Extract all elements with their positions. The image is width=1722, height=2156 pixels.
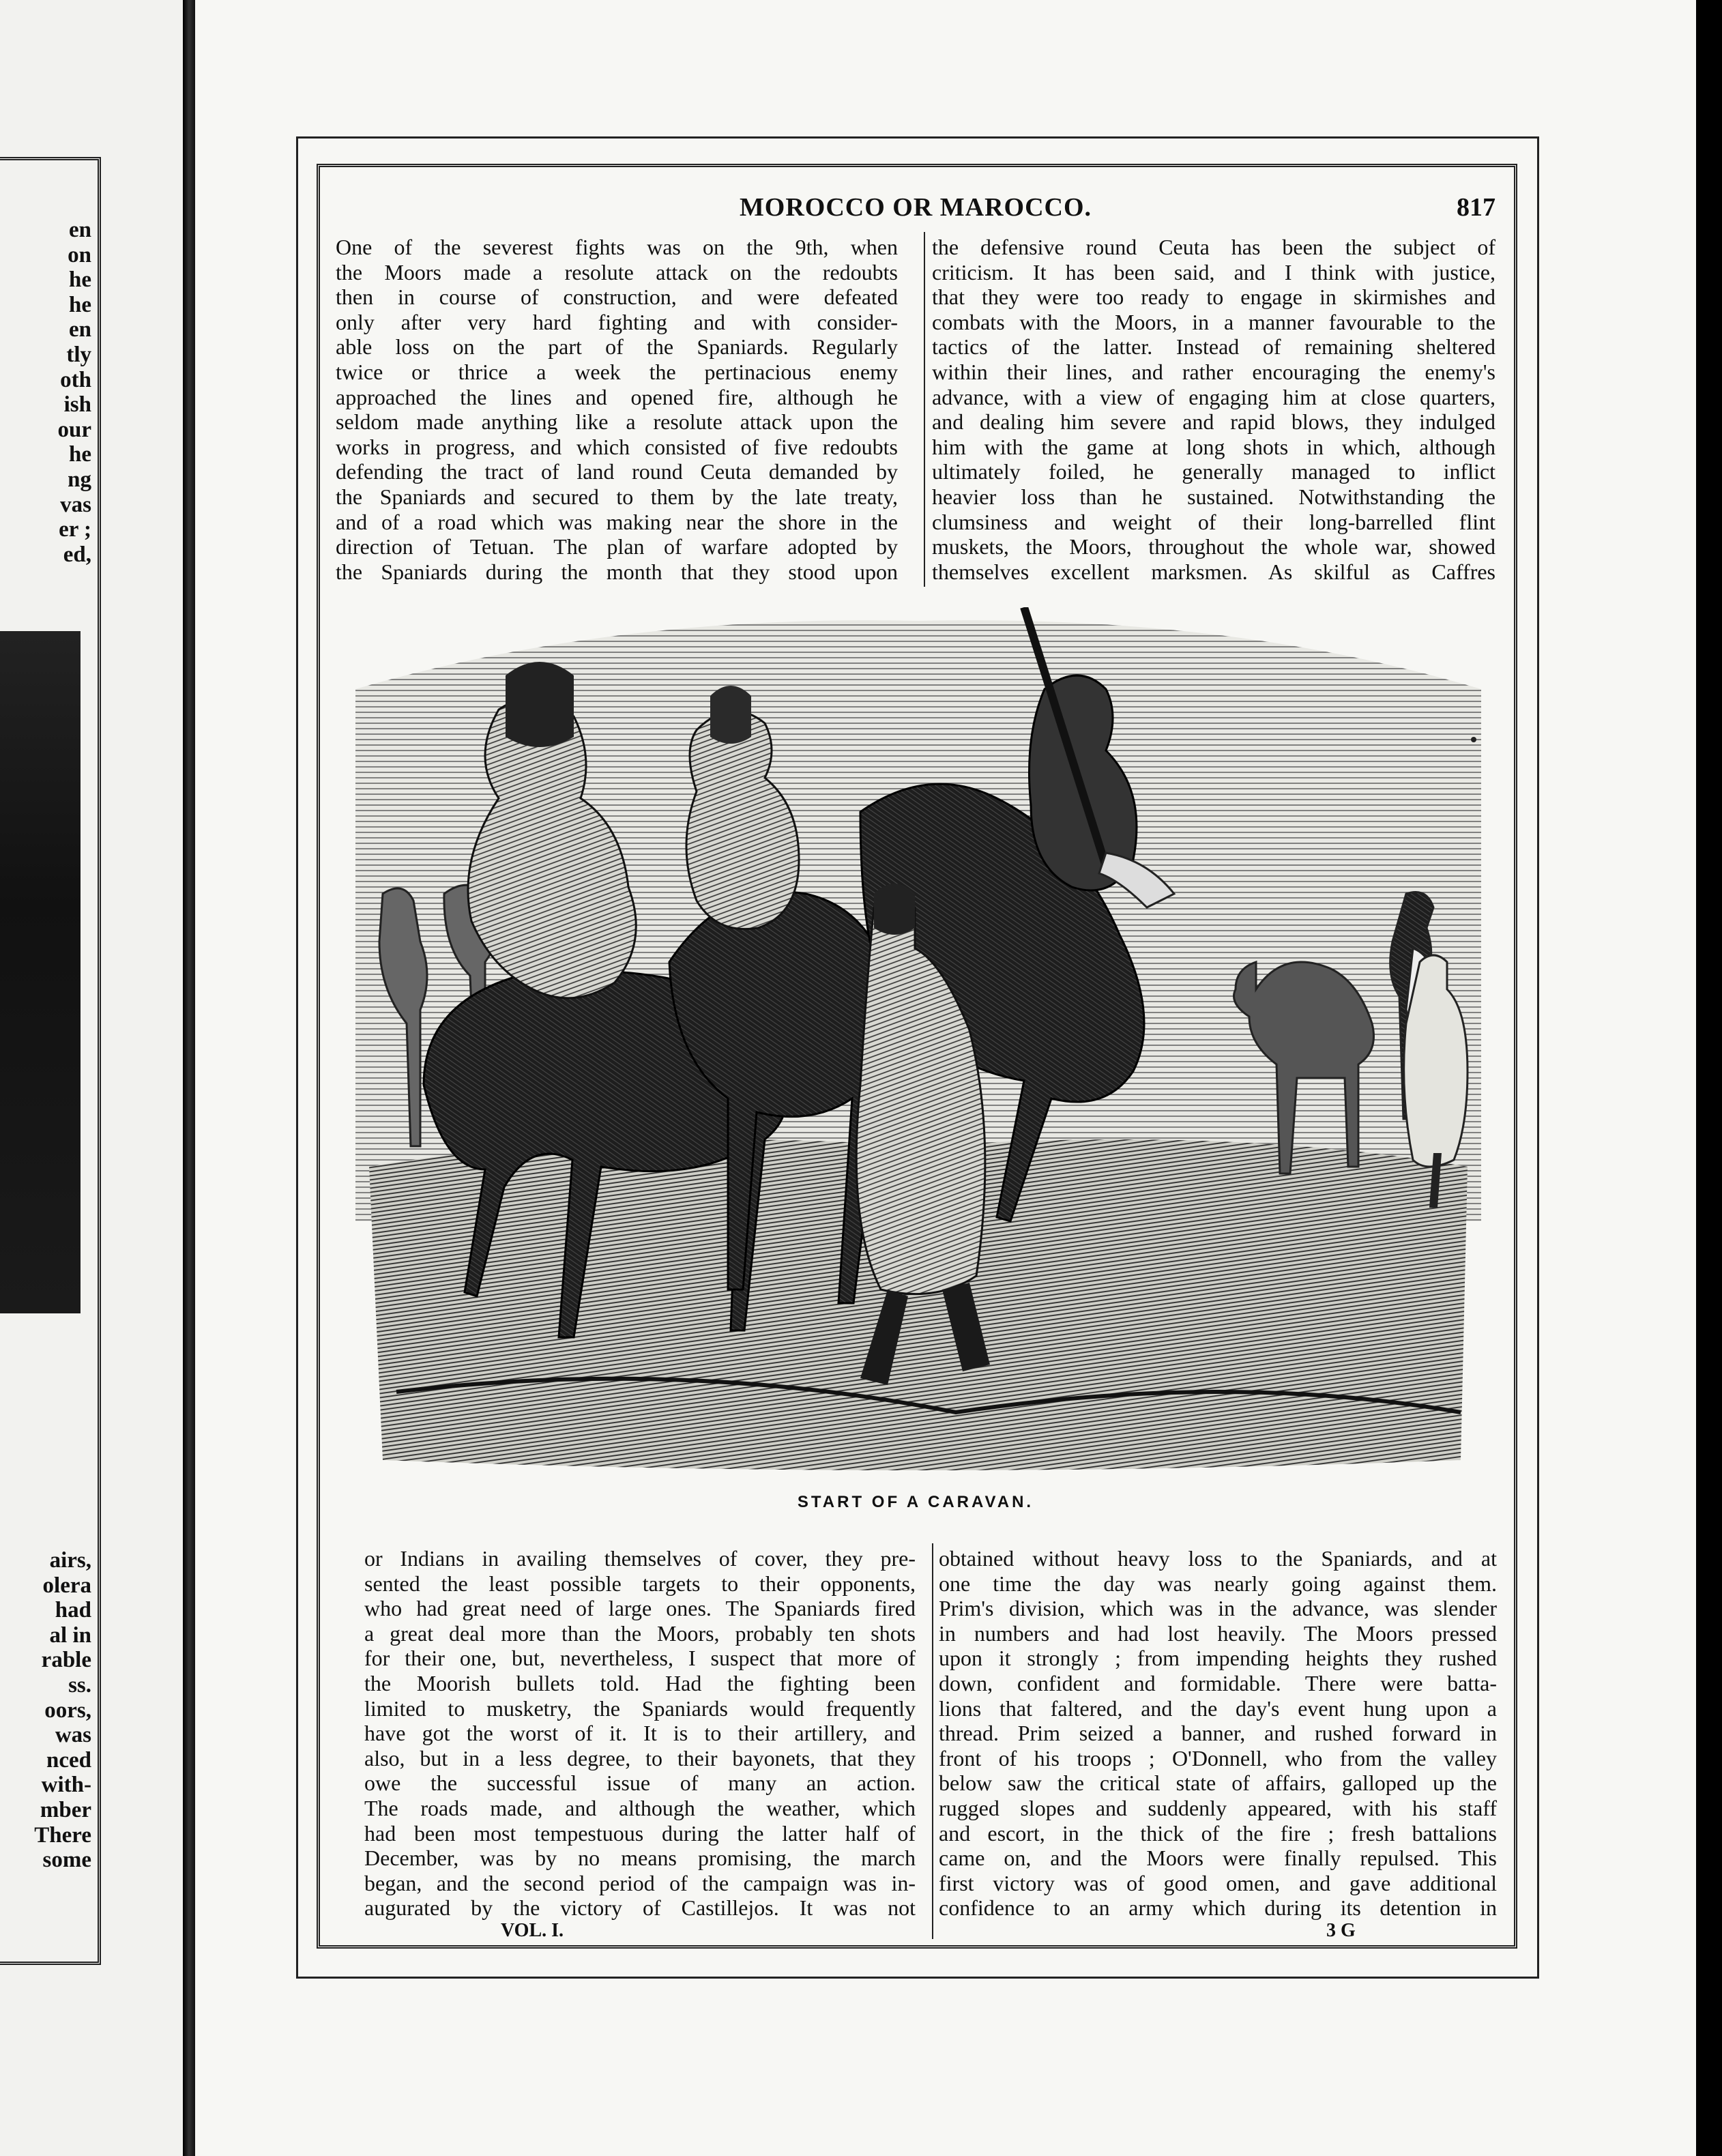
text-line: then in course of construction, and were defeated bbox=[336, 285, 898, 310]
text-line: came on, and the Moors were finally repulsed. This bbox=[939, 1846, 1497, 1871]
adjacent-page-fragment: with- bbox=[41, 1773, 91, 1798]
adjacent-page-fragment: vas bbox=[60, 492, 91, 517]
text-line: themselves excellent marksmen. As skilful as Caffres bbox=[932, 559, 1495, 584]
adjacent-left-page bbox=[0, 0, 183, 2156]
running-header bbox=[336, 192, 1495, 233]
text-line: the Spaniards and secured to them by the late treaty, bbox=[336, 484, 898, 509]
text-line: Prim's division, which was in the advance, was slender bbox=[939, 1596, 1497, 1621]
adjacent-page-illustration bbox=[0, 631, 81, 1313]
text-line: for their one, but, nevertheless, I suspect that more of bbox=[364, 1646, 916, 1671]
text-line: heavier loss than he sustained. Notwithstanding the bbox=[932, 484, 1495, 509]
text-line: first victory was of good omen, and gave additional bbox=[939, 1870, 1497, 1895]
text-column-bottom-right bbox=[939, 1546, 1497, 1921]
adjacent-page-fragment: en bbox=[69, 218, 91, 242]
text-line: or Indians in availing themselves of cover, they pre- bbox=[364, 1546, 916, 1571]
text-line: began, and the second period of the campaign was in- bbox=[364, 1870, 916, 1895]
text-line: December, was by no means promising, the march bbox=[364, 1846, 916, 1871]
text-line: have got the worst of it. It is to their artillery, and bbox=[364, 1721, 916, 1746]
text-line: ultimately foiled, he generally managed to inflict bbox=[932, 459, 1495, 484]
text-line: obtained without heavy loss to the Spaniards, and at bbox=[939, 1546, 1497, 1571]
text-line: the Moorish bullets told. Had the fighting been bbox=[364, 1670, 916, 1695]
adjacent-page-fragment: tly bbox=[66, 343, 91, 367]
adjacent-page-fragment: mber bbox=[40, 1798, 91, 1822]
page-number: 817 bbox=[1457, 193, 1495, 222]
text-line: had been most tempestuous during the latter half of bbox=[364, 1820, 916, 1846]
adjacent-page-fragment: some bbox=[42, 1848, 91, 1873]
adjacent-page-fragment: nced bbox=[46, 1747, 91, 1773]
adjacent-page-fragment: oth bbox=[60, 367, 91, 392]
text-column-top-left bbox=[336, 235, 898, 584]
text-line: upon it strongly ; from impending heights they rushed bbox=[939, 1646, 1497, 1671]
text-line: lions that faltered, and the day's event hung upon a bbox=[939, 1695, 1497, 1721]
text-line: only after very hard fighting and with consider- bbox=[336, 309, 898, 334]
text-line: a great deal more than the Moors, probably ten shots bbox=[364, 1620, 916, 1646]
adjacent-page-fragment: olera bbox=[42, 1573, 91, 1598]
adjacent-page-fragment: airs, bbox=[49, 1548, 91, 1573]
text-line: augurated by the victory of Castillejos. It was not bbox=[364, 1895, 916, 1921]
text-line: thread. Prim seized a banner, and rushed forward in bbox=[939, 1721, 1497, 1746]
adjacent-page-fragment: rable bbox=[41, 1648, 91, 1673]
text-line: and escort, in the thick of the fire ; fresh battalions bbox=[939, 1820, 1497, 1846]
adjacent-page-fragment: oors, bbox=[44, 1698, 91, 1723]
book-page bbox=[195, 0, 1696, 2156]
text-column-top-right bbox=[932, 235, 1495, 584]
text-line: criticism. It has been said, and I think with justice, bbox=[932, 259, 1495, 285]
text-line: direction of Tetuan. The plan of warfare adopted by bbox=[336, 534, 898, 559]
text-line: below saw the critical state of affairs, galloped up the bbox=[939, 1771, 1497, 1796]
text-line: clumsiness and weight of their long-barrelled flint bbox=[932, 509, 1495, 534]
adjacent-page-fragment: he bbox=[69, 442, 91, 467]
book-gutter bbox=[183, 0, 195, 2156]
text-line: advance, with a view of engaging him at close quarters, bbox=[932, 384, 1495, 409]
text-line: limited to musketry, the Spaniards would frequently bbox=[364, 1695, 916, 1721]
adjacent-page-fragment: er ; bbox=[59, 517, 91, 542]
text-line: rugged slopes and suddenly appeared, with his staff bbox=[939, 1795, 1497, 1820]
text-line: combats with the Moors, in a manner favourable to the bbox=[932, 309, 1495, 334]
adjacent-page-fragment: had bbox=[55, 1598, 91, 1623]
paper-speck bbox=[1471, 737, 1476, 742]
running-title: MOROCCO OR MAROCCO. bbox=[739, 193, 1092, 222]
adjacent-page-fragment: There bbox=[34, 1822, 91, 1848]
text-line: owe the successful issue of many an action. bbox=[364, 1771, 916, 1796]
adjacent-page-fragment: ed, bbox=[63, 542, 91, 567]
text-column-bottom-left bbox=[364, 1546, 916, 1921]
adjacent-page-fragment: on bbox=[68, 242, 91, 267]
text-line: able loss on the part of the Spaniards. Regularly bbox=[336, 334, 898, 360]
right-page-edge bbox=[1696, 0, 1722, 2156]
text-line: front of his troops ; O'Donnell, who from the valley bbox=[939, 1745, 1497, 1771]
signature-mark: 3 G bbox=[1326, 1920, 1356, 1941]
adjacent-page-fragment: was bbox=[55, 1723, 91, 1748]
engraving-start-of-a-caravan bbox=[342, 607, 1495, 1487]
volume-marker: VOL. I. bbox=[501, 1920, 564, 1941]
column-rule-bottom bbox=[932, 1543, 933, 1939]
illustration-caption: START OF A CARAVAN. bbox=[797, 1493, 1034, 1511]
text-line: also, but in a less degree, to their bayonets, that they bbox=[364, 1745, 916, 1771]
text-line: in numbers and had lost heavily. The Moors pressed bbox=[939, 1620, 1497, 1646]
text-line: sented the least possible targets to their opponents, bbox=[364, 1571, 916, 1596]
text-line: him with the game at long shots in which, although bbox=[932, 434, 1495, 459]
text-line: one time the day was nearly going against them. bbox=[939, 1571, 1497, 1596]
adjacent-page-fragment: al in bbox=[49, 1622, 91, 1648]
adjacent-page-fragment: he bbox=[69, 292, 91, 317]
adjacent-page-fragment: ish bbox=[63, 392, 91, 418]
adjacent-page-fragment: he bbox=[69, 267, 91, 293]
text-line: confidence to an army which during its detention in bbox=[939, 1895, 1497, 1921]
text-line: approached the lines and opened fire, although he bbox=[336, 384, 898, 409]
text-line: and of a road which was making near the shore in the bbox=[336, 509, 898, 534]
text-line: tactics of the latter. Instead of remaining sheltered bbox=[932, 334, 1495, 360]
text-line: within their lines, and rather encouraging the enemy's bbox=[932, 359, 1495, 384]
text-line: One of the severest fights was on the 9th, when bbox=[336, 235, 898, 259]
text-line: down, confident and formidable. There were batta- bbox=[939, 1670, 1497, 1695]
adjacent-page-fragment: ss. bbox=[68, 1673, 91, 1698]
adjacent-page-fragment: ng bbox=[68, 467, 91, 492]
column-rule-top bbox=[924, 232, 925, 587]
text-line: works in progress, and which consisted of five redoubts bbox=[336, 434, 898, 459]
text-line: that they were too ready to engage in skirmishes and bbox=[932, 285, 1495, 310]
text-line: twice or thrice a week the pertinacious enemy bbox=[336, 359, 898, 384]
adjacent-page-fragment: en bbox=[69, 317, 91, 343]
adjacent-page-fragment: our bbox=[57, 417, 91, 442]
text-line: and dealing him severe and rapid blows, they indulged bbox=[932, 409, 1495, 435]
text-line: defending the tract of land round Ceuta demanded by bbox=[336, 459, 898, 484]
text-line: The roads made, and although the weather, which bbox=[364, 1795, 916, 1820]
text-line: muskets, the Moors, throughout the whole war, showed bbox=[932, 534, 1495, 559]
text-line: the Moors made a resolute attack on the redoubts bbox=[336, 259, 898, 285]
text-line: the Spaniards during the month that they stood upon bbox=[336, 559, 898, 584]
text-line: the defensive round Ceuta has been the subject of bbox=[932, 235, 1495, 259]
text-line: seldom made anything like a resolute attack upon the bbox=[336, 409, 898, 435]
text-line: who had great need of large ones. The Spaniards fired bbox=[364, 1596, 916, 1621]
